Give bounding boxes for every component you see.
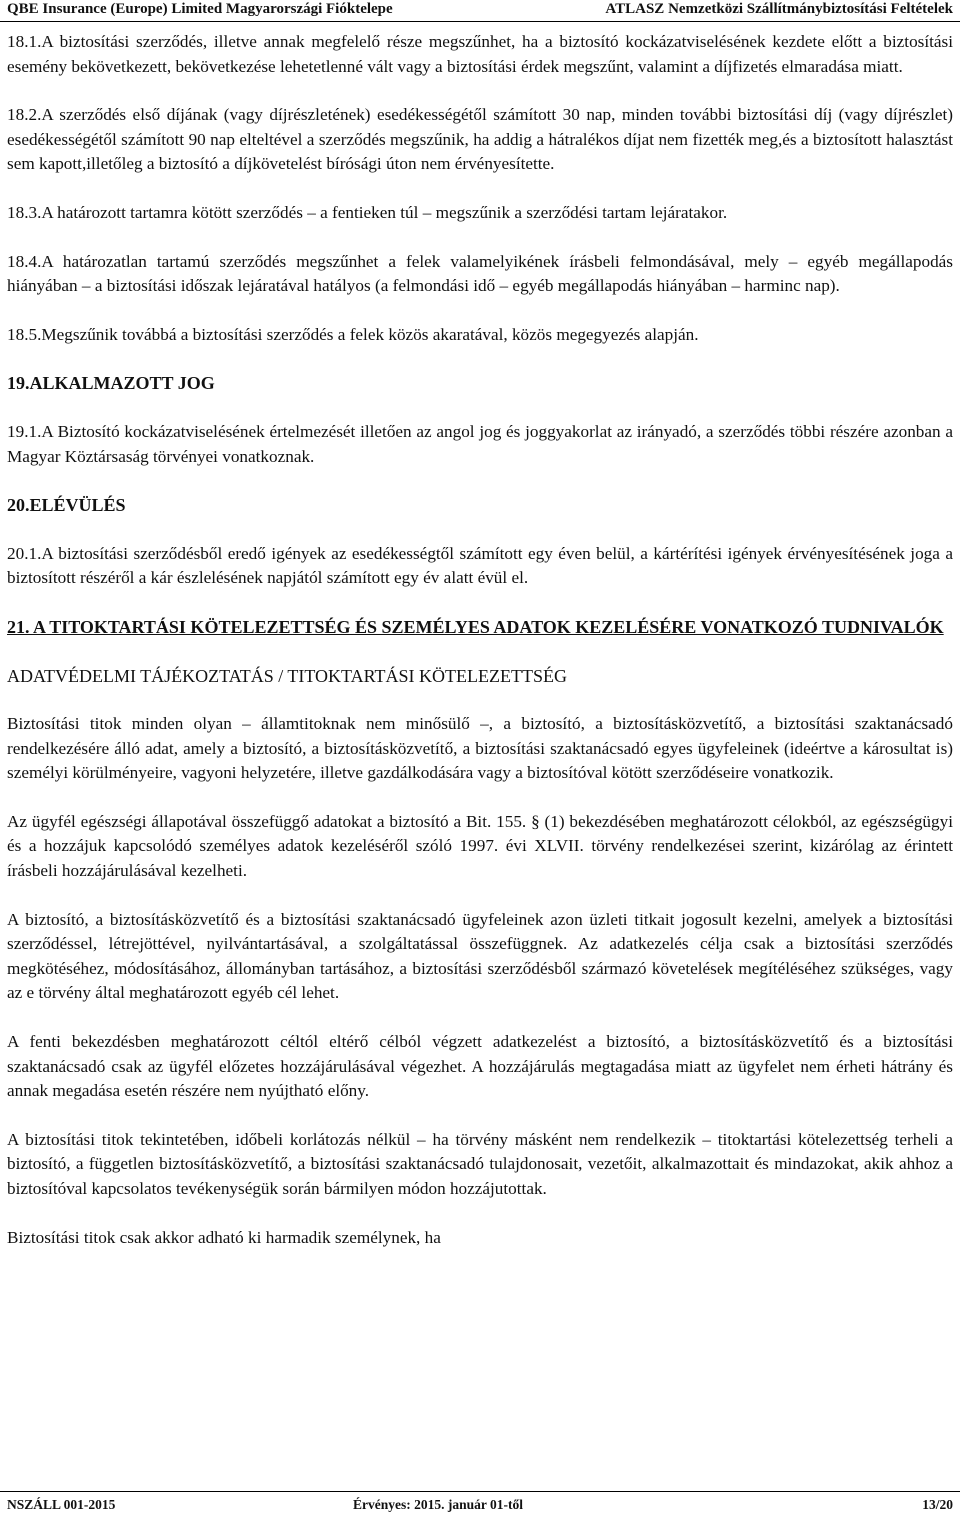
paragraph-18-5: 18.5.Megszűnik továbbá a biztosítási szerződés a felek közös akaratával, közös megegyezés alapján. xyxy=(7,324,699,344)
paragraph-21-d: A fenti bekezdésben meghatározott céltól eltérő célból végzett adatkezelést a biztosító, a biztosításközvetítő és a biztosítási szaktanácsadó csak az ügyfél előzetes hozzájárulásával végezhet. A hozzájárulás megtagadása miatt az ügyfelet nem érheti hátrány és annak megadása esetén részére nem nyújtható előny. xyxy=(7,1032,953,1101)
paragraph-21-e: A biztosítási titok tekintetében, időbeli korlátozás nélkül – ha törvény másként nem rendelkezik – titoktartási kötelezettség terheli a biztosító, a független biztosításközvetítő, a biztosítási szaktanácsadó tulajdonosait, vezetőit, alkalmazottait és mindazokat, akik ahhoz a biztosítóval kapcsolatos tevékenységük során bármilyen módon hozzájutottak. xyxy=(7,1129,953,1198)
footer-validity: Érvényes: 2015. január 01-től xyxy=(353,1497,523,1512)
paragraph-19-1: 19.1.A Biztosító kockázatviselésének értelmezését illetően az angol jog és joggyakorlat az irányadó, a szerződés többi részére azonban a Magyar Köztársaság törvényei vonatkoznak. xyxy=(7,421,953,466)
paragraph-21-c: A biztosító, a biztosításközvetítő és a biztosítási szaktanácsadó ügyfeleinek azon üzleti titkait jogosult kezelni, amelyek a biztosítási szerződéssel, létrejöttével, nyilvántartásával, a szolgáltatással összefüggnek. Az adatkezelés célja csak a biztosítási szerződés megkötéséhez, módosításához, állományban tartásához, a biztosítási szerződésből származó követelések megítéléséhez szükséges, vagy az e törvény által meghatározott egyéb cél lehet. xyxy=(7,909,953,1003)
paragraph-21-a: Biztosítási titok minden olyan – államtitoknak nem minősülő –, a biztosító, a biztosításközvetítő, a biztosítási szaktanácsadó rendelkezésére álló adat, amely a biztosító, a biztosításközvetítő, a biztosítási szaktanácsadó egyes ügyfeleinek (ideértve a károsultat is) személyi körülményeire, vagyoni helyzetére, illetve gazdálkodására vagy a biztosítóval kötött szerződéseire vonatkozik. xyxy=(7,714,953,783)
section-heading-21: 21. A TITOKTARTÁSI KÖTELEZETTSÉG ÉS SZEMÉLYES ADATOK KEZELÉSÉRE VONATKOZÓ TUDNIVALÓK xyxy=(7,616,944,637)
paragraph-18-1: 18.1.A biztosítási szerződés, illetve annak megfelelő része megszűnhet, ha a biztosító kockázatviselésének kezdete előtt a biztosítási esemény bekövetkezett, bekövetkezése lehetetlenné vált vagy a biztosítási érdek megszűnt, valamint a díjfizetés elmaradása miatt. xyxy=(7,32,953,76)
section-heading-20: 20.ELÉVÜLÉS xyxy=(7,495,126,516)
section-heading-19: 19.ALKALMAZOTT JOG xyxy=(7,373,215,394)
subheading-data-protection: ADATVÉDELMI TÁJÉKOZTATÁS / TITOKTARTÁSI KÖTELEZETTSÉG xyxy=(7,665,567,686)
paragraph-20-1: 20.1.A biztosítási szerződésből eredő igények az esedékességtől számított egy éven belül, a kártérítési igények érvényesítésének joga a biztosított részéről a kár észlelésének napjától számított egy év alatt évül el. xyxy=(7,543,953,588)
paragraph-21-b: Az ügyfél egészségi állapotával összefüggő adatokat a biztosító a Bit. 155. § (1) bekezdésében meghatározott célokból, az egészségügyi és a hozzájuk kapcsolódó személyes adatok kezeléséről szóló 1997. évi XLVII. törvény rendelkezései szerint, kizárólag az érintett írásbeli hozzájárulásával kezelheti. xyxy=(7,811,953,881)
header-company: QBE Insurance (Europe) Limited Magyarországi Fióktelepe xyxy=(7,1,393,17)
page-footer xyxy=(0,1491,960,1519)
document-body xyxy=(7,30,953,1250)
page-header xyxy=(0,0,960,22)
paragraph-18-4: 18.4.A határozatlan tartamú szerződés megszűnhet a felek valamelyikének írásbeli felmondásával, mely – egyéb megállapodás hiányában – a biztosítási időszak lejáratával hatályos (a felmondási idő – egyéb megállapodás hiányában – harminc nap). xyxy=(7,251,953,296)
footer-page-number: 13/20 xyxy=(922,1497,953,1512)
paragraph-18-2: 18.2.A szerződés első díjának (vagy díjrészletének) esedékességétől számított 30 nap, minden további biztosítási díj (vagy díjrészlet) esedékességétől számított 90 nap elteltével a szerződés megszűnik, ha addig a hátralékos díjat nem fizették meg,és a biztosított halasztást sem kapott,illetőleg a biztosító a díjkövetelést bírósági úton nem érvényesítette. xyxy=(7,105,953,174)
paragraph-18-3: 18.3.A határozott tartamra kötött szerződés – a fentieken túl – megszűnik a szerződési tartam lejáratakor. xyxy=(7,202,728,222)
header-document-title: ATLASZ Nemzetközi Szállítmánybiztosítási Feltételek xyxy=(605,1,953,17)
paragraph-21-f: Biztosítási titok csak akkor adható ki harmadik személynek, ha xyxy=(7,1227,441,1247)
footer-document-code: NSZÁLL 001-2015 xyxy=(7,1497,116,1512)
